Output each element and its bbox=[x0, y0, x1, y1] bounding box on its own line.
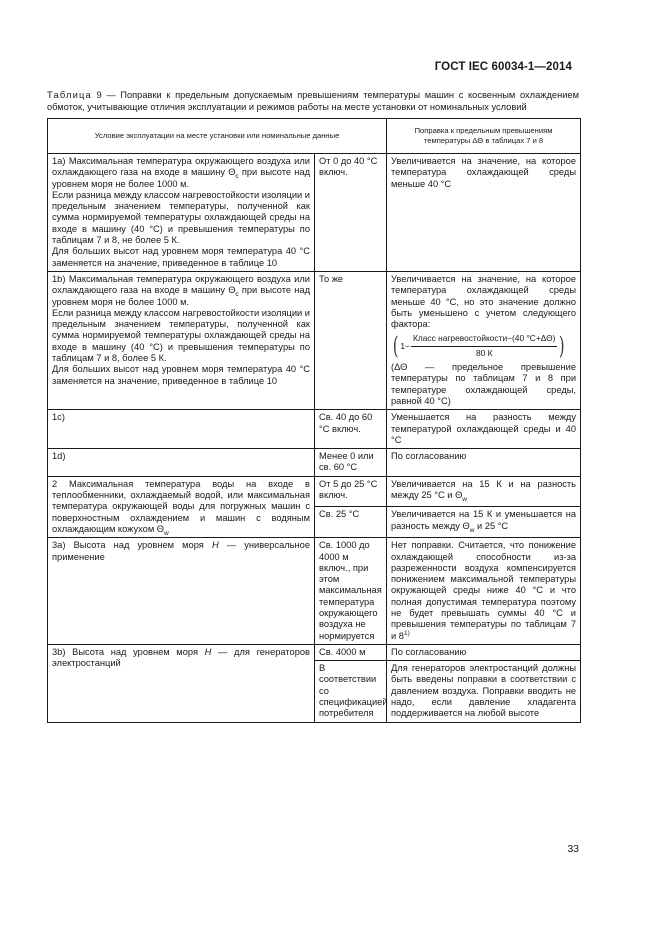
caption-text: — Поправки к предельным допускаемым превышениям температуры машин с косвенным охлаждением обмоток, учитывающие отличия эксплуатации и режимов работы на месте установки от номинальных условий bbox=[47, 90, 579, 112]
correction-cell: Для генераторов электростанций должны быть введены поправки в соответствии с давлением воздуха. Поправки вводить не надо, если давление хладагента поддерживается на любой высоте bbox=[387, 661, 581, 722]
condition-cell: 2 Максимальная температура воды на входе в теплообменники, охлаждаемый водой, или максимальная температура окружающей воды для погружных машин с поверхностным охлаждением и машин с водяным охлаждающим кожухом $\Theta_w$ bbox=[48, 476, 315, 537]
correction-formula bbox=[391, 333, 576, 359]
caption-label: Таблица bbox=[47, 90, 92, 100]
correction-cell: Увеличивается на значение, на которое температура охлаждающей среды меньше 40 °С bbox=[387, 154, 581, 272]
condition-paragraph: Если разница между классом нагревостойкости изоляции и предельным значением температуры, полученной как сумма нормируемой температуры охлаждающей среды на входе в машину (40 °С) и превышения температуры по таблицам 7 и 8, более 5 К. bbox=[52, 307, 310, 364]
formula-right-paren: ) bbox=[559, 332, 565, 361]
table-header-row bbox=[48, 119, 581, 154]
condition-cell bbox=[48, 154, 315, 272]
header-condition: Условие эксплуатации на месте установки или номинальные данные bbox=[48, 119, 387, 154]
condition-cell: 1c) bbox=[48, 410, 315, 449]
value-cell: Св. 25 °С bbox=[315, 507, 387, 538]
condition-paragraph: Для больших высот над уровнем моря температура 40 °С заменяется на значение, приведенное в таблице 10 bbox=[52, 364, 310, 386]
condition-paragraph: 1a) Максимальная температура окружающего воздуха или охлаждающего газа на входе в машину $\Theta_c$ при высоте над уровнем моря не более 1000 м. bbox=[52, 156, 310, 189]
condition-cell: 3a) Высота над уровнем моря H — универсальное применение bbox=[48, 538, 315, 645]
document-header: ГОСТ IEC 60034-1—2014 bbox=[434, 61, 572, 73]
formula-prefix: 1− bbox=[400, 340, 410, 351]
correction-cell bbox=[387, 271, 581, 409]
page-number: 33 bbox=[567, 843, 579, 855]
correction-cell: Увеличивается на 15 К и на разность между 25 °С и $\Theta_w$ bbox=[387, 476, 581, 507]
value-cell: Св. 40 до 60 °С включ. bbox=[315, 410, 387, 449]
value-cell: Св. 4000 м bbox=[315, 644, 387, 660]
condition-cell: 3b) Высота над уровнем моря H — для генераторов электростанций bbox=[48, 644, 315, 722]
value-cell: Менее 0 или св. 60 °С bbox=[315, 449, 387, 477]
table-row-3b bbox=[48, 644, 581, 660]
corrections-table bbox=[47, 118, 581, 723]
footnote-marker: 1) bbox=[403, 629, 410, 637]
table-row-3a bbox=[48, 538, 581, 645]
correction-paragraph: Увеличивается на значение, на которое температура охлаждающей среды меньше 40 °С, но это значение должно быть уменьшено с учетом следующего фактора: bbox=[391, 273, 577, 330]
formula-numerator: Класс нагревостойкости−(40 °С+ΔΘ) bbox=[411, 333, 558, 346]
formula-fraction bbox=[411, 333, 558, 359]
correction-cell: По согласованию bbox=[387, 644, 581, 660]
table-row-2a bbox=[48, 476, 581, 507]
caption-number: 9 bbox=[96, 90, 102, 100]
condition-paragraph: Для больших высот над уровнем моря температура 40 °С заменяется на значение, приведенное в таблице 10 bbox=[52, 246, 310, 268]
formula-denominator: 80 К bbox=[475, 347, 493, 358]
correction-paragraph: (ΔΘ — предельное превышение температуры по таблицам 7 и 8 при температуре охлаждающей среды, равной 40 °С) bbox=[391, 362, 577, 406]
correction-cell: Нет поправки. Считается, что понижение охлаждающей способности из-за разреженности воздуха компенсируется понижением максимальной температуры окружающей среды ниже 40 °С и что полная допустимая температура поэтому не будет превышать суммы 40 °С и превышения температуры по таблицам 7 и 8$^{1)}$ bbox=[387, 538, 581, 645]
correction-cell: По согласованию bbox=[387, 449, 581, 477]
condition-paragraph: Если разница между классом нагревостойкости изоляции и предельным значением температуры, полученной как сумма нормируемой температуры охлаждающей среды на входе в машину (40 °С) и превышения температуры по таблицам 7 и 8, не более 5 К. bbox=[52, 189, 310, 246]
condition-cell bbox=[48, 271, 315, 409]
value-cell: От 0 до 40 °С включ. bbox=[315, 154, 387, 272]
value-cell: От 5 до 25 °С включ. bbox=[315, 476, 387, 507]
value-cell: В соответствии со спецификацией потребителя bbox=[315, 661, 387, 722]
condition-paragraph: 1b) Максимальная температура окружающего воздуха или охлаждающего газа на входе в машину $\Theta_c$ при высоте над уровнем моря не более 1000 м. bbox=[52, 273, 310, 307]
table-row-1a bbox=[48, 154, 581, 272]
formula-left-paren: ( bbox=[392, 332, 399, 361]
table-row-1d bbox=[48, 449, 581, 477]
table-row-1c bbox=[48, 410, 581, 449]
correction-cell: Увеличивается на 15 К и уменьшается на разность между $\Theta_w$ и 25 °С bbox=[387, 507, 581, 538]
table-caption bbox=[47, 89, 579, 113]
correction-cell: Уменьшается на разность между температурой охлаждающей среды и 40 °С bbox=[387, 410, 581, 449]
table-row-1b bbox=[48, 271, 581, 409]
value-cell: То же bbox=[315, 271, 387, 409]
header-correction: Поправка к предельным превышениям температуры ΔΘ в таблицах 7 и 8 bbox=[387, 119, 581, 154]
value-cell: Св. 1000 до 4000 м включ., при этом максимальная температура окружающего воздуха не нормируется bbox=[315, 538, 387, 645]
condition-cell: 1d) bbox=[48, 449, 315, 477]
